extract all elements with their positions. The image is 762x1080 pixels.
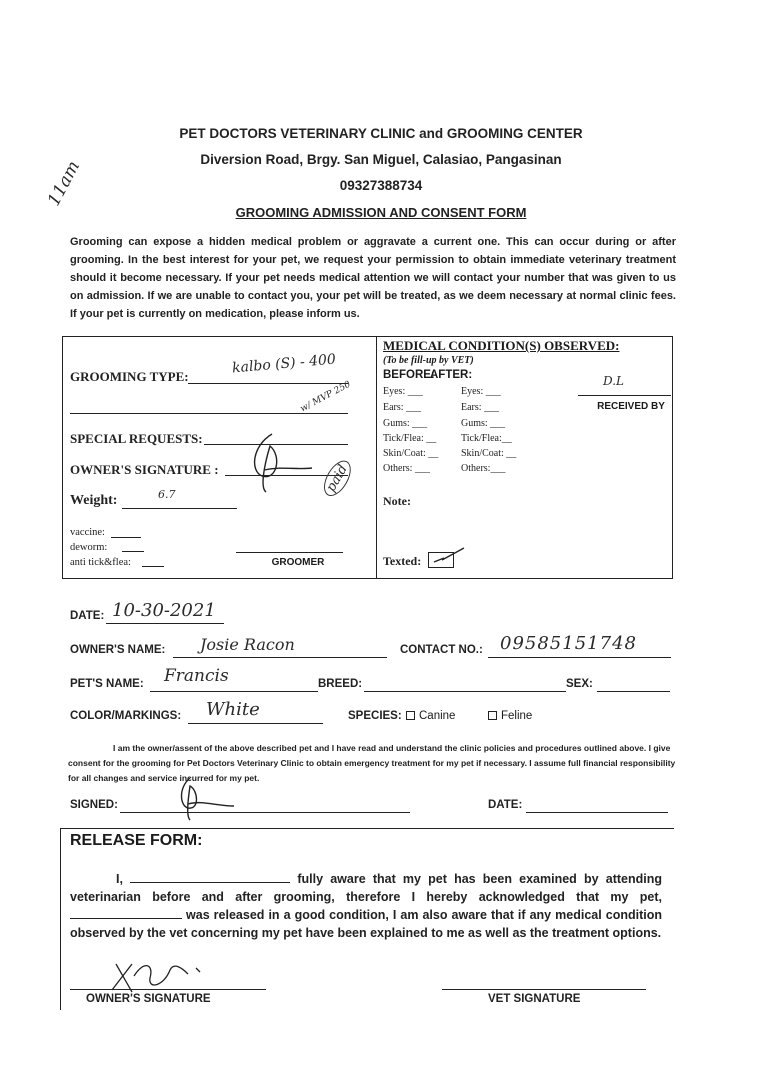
- owner-signature-label: OWNER'S SIGNATURE :: [70, 462, 219, 477]
- margin-note: 11am: [44, 157, 85, 210]
- species-feline[interactable]: Feline: [488, 710, 532, 722]
- after-eyes[interactable]: Eyes: ___: [461, 386, 501, 397]
- weight-value[interactable]: 6.7: [158, 488, 176, 501]
- date-line: [106, 623, 224, 624]
- release-owner-sig-line[interactable]: [70, 989, 266, 990]
- species-canine[interactable]: Canine: [406, 710, 455, 722]
- feline-checkbox[interactable]: [488, 711, 497, 720]
- consent-paragraph: I am the owner/assent of the above described pet and I have read and understand the clinic policies and procedures outlined above. I give consent for the grooming for Pet Doctors Veterinary Clinic to obtain emergency treatment for my pet if necessary. I assume full financial responsibility for all changes and service incurred for my pet.: [68, 743, 676, 783]
- received-by-label: RECEIVED BY: [597, 401, 665, 412]
- groomer-line[interactable]: [236, 552, 343, 553]
- note-label: Note:: [383, 494, 411, 508]
- release-owner-blank[interactable]: [130, 870, 290, 883]
- vaccine-label: vaccine:: [70, 527, 105, 538]
- pet-name-label: PET'S NAME:: [70, 678, 144, 690]
- release-paragraph: I, fully aware that my pet has been examined by attending veterinarian before and after grooming, therefore I hereby acknowledged that my pet, was released in a good condition, I am also aware that if any medical condition observed by the vet concerning my pet have been explained to me as well as the treatment options.: [70, 872, 662, 940]
- received-by-value: D.L: [603, 374, 624, 388]
- consent-date-line[interactable]: [526, 812, 668, 813]
- after-gums[interactable]: Gums: ___: [461, 418, 506, 429]
- breed-label: BREED:: [318, 678, 363, 690]
- grooming-type-label: GROOMING TYPE:: [70, 369, 189, 384]
- release-owner-sig-label: OWNER'S SIGNATURE: [86, 993, 211, 1005]
- date-label: DATE:: [70, 610, 105, 622]
- special-requests-label: SPECIAL REQUESTS:: [70, 431, 203, 446]
- vet-sig-label: VET SIGNATURE: [488, 993, 581, 1005]
- signed-signature-scribble: [172, 772, 252, 822]
- canine-checkbox[interactable]: [406, 711, 415, 720]
- color-value[interactable]: White: [206, 699, 260, 720]
- contact-line: [488, 657, 671, 658]
- color-label: COLOR/MARKINGS:: [70, 710, 182, 722]
- clinic-address: Diversion Road, Brgy. San Miguel, Calasiao, Pangasinan: [200, 152, 562, 167]
- before-eyes[interactable]: Eyes: ___: [383, 386, 423, 397]
- consent-date-label: DATE:: [488, 799, 523, 811]
- clinic-phone: 09327388734: [339, 178, 423, 193]
- groomer-label: GROOMER: [271, 557, 325, 568]
- release-owner-signature-scribble: [104, 956, 214, 996]
- before-others[interactable]: Others: ___: [383, 463, 430, 474]
- after-others[interactable]: Others:___: [461, 463, 506, 474]
- texted-label: Texted:: [383, 554, 422, 568]
- species-label: SPECIES:: [348, 710, 402, 722]
- release-title: RELEASE FORM:: [70, 832, 203, 849]
- medical-title: MEDICAL CONDITION(S) OBSERVED:: [383, 338, 620, 353]
- after-tick-flea[interactable]: Tick/Flea:__: [461, 433, 512, 444]
- before-label: BEFORE:: [383, 369, 435, 381]
- after-skin-coat[interactable]: Skin/Coat: __: [461, 448, 517, 459]
- weight-line: [122, 508, 237, 509]
- box-divider: [376, 336, 377, 579]
- grooming-extra-value: w/ MVP 250: [298, 379, 353, 415]
- sex-line[interactable]: [597, 691, 670, 692]
- before-gums[interactable]: Gums: ___: [383, 418, 428, 429]
- weight-label: Weight:: [70, 493, 118, 508]
- form-title: GROOMING ADMISSION AND CONSENT FORM: [235, 205, 527, 220]
- received-by-line[interactable]: [578, 395, 671, 396]
- before-skin-coat[interactable]: Skin/Coat: __: [383, 448, 439, 459]
- intro-paragraph: Grooming can expose a hidden medical problem or aggravate a current one. This can occur during or after grooming. In the best interest for your pet, we request your permission to obtain immediate veterinary treatment should it become necessary. If your pet needs medical attention we will contact your number that was given to us on admission. If we are unable to contact you, your pet will be treated, as we deem necessary at normal clinic fees. If your pet is currently on medication, please inform us.: [70, 236, 676, 320]
- vet-sig-line[interactable]: [442, 989, 646, 990]
- owner-signature-scribble: [242, 426, 322, 496]
- color-line: [188, 723, 323, 724]
- after-ears[interactable]: Ears: ___: [461, 402, 500, 413]
- pet-name-line: [150, 691, 318, 692]
- before-tick-flea[interactable]: Tick/Flea: __: [383, 433, 437, 444]
- sex-label: SEX:: [566, 678, 593, 690]
- vaccine-line[interactable]: [111, 537, 141, 538]
- texted-check-mark: [430, 546, 470, 568]
- contact-value[interactable]: 09585151748: [500, 633, 637, 654]
- signed-label: SIGNED:: [70, 799, 118, 811]
- paid-stamp: paid: [319, 457, 356, 501]
- owner-name-value[interactable]: Josie Racon: [200, 635, 295, 654]
- pet-name-value[interactable]: Francis: [164, 666, 229, 686]
- clinic-name: PET DOCTORS VETERINARY CLINIC and GROOMING CENTER: [179, 126, 583, 141]
- owner-name-line: [173, 657, 387, 658]
- grooming-extra-line: [70, 413, 348, 414]
- grooming-type-line: [188, 383, 348, 384]
- owner-name-label: OWNER'S NAME:: [70, 644, 166, 656]
- date-value[interactable]: 10-30-2021: [112, 600, 216, 621]
- contact-label: CONTACT NO.:: [400, 644, 483, 656]
- breed-line[interactable]: [364, 691, 566, 692]
- medical-subtitle: (To be fill-up by VET): [383, 355, 474, 366]
- deworm-label: deworm:: [70, 542, 108, 553]
- release-pet-blank[interactable]: [70, 906, 182, 919]
- anti-tick-label: anti tick&flea:: [70, 557, 131, 568]
- before-ears[interactable]: Ears: ___: [383, 402, 422, 413]
- deworm-line[interactable]: [122, 551, 144, 552]
- anti-tick-line[interactable]: [142, 566, 164, 567]
- after-label: AFTER:: [430, 369, 473, 381]
- signed-line[interactable]: [120, 812, 410, 813]
- grooming-type-value[interactable]: kalbo (S) - 400: [231, 351, 337, 377]
